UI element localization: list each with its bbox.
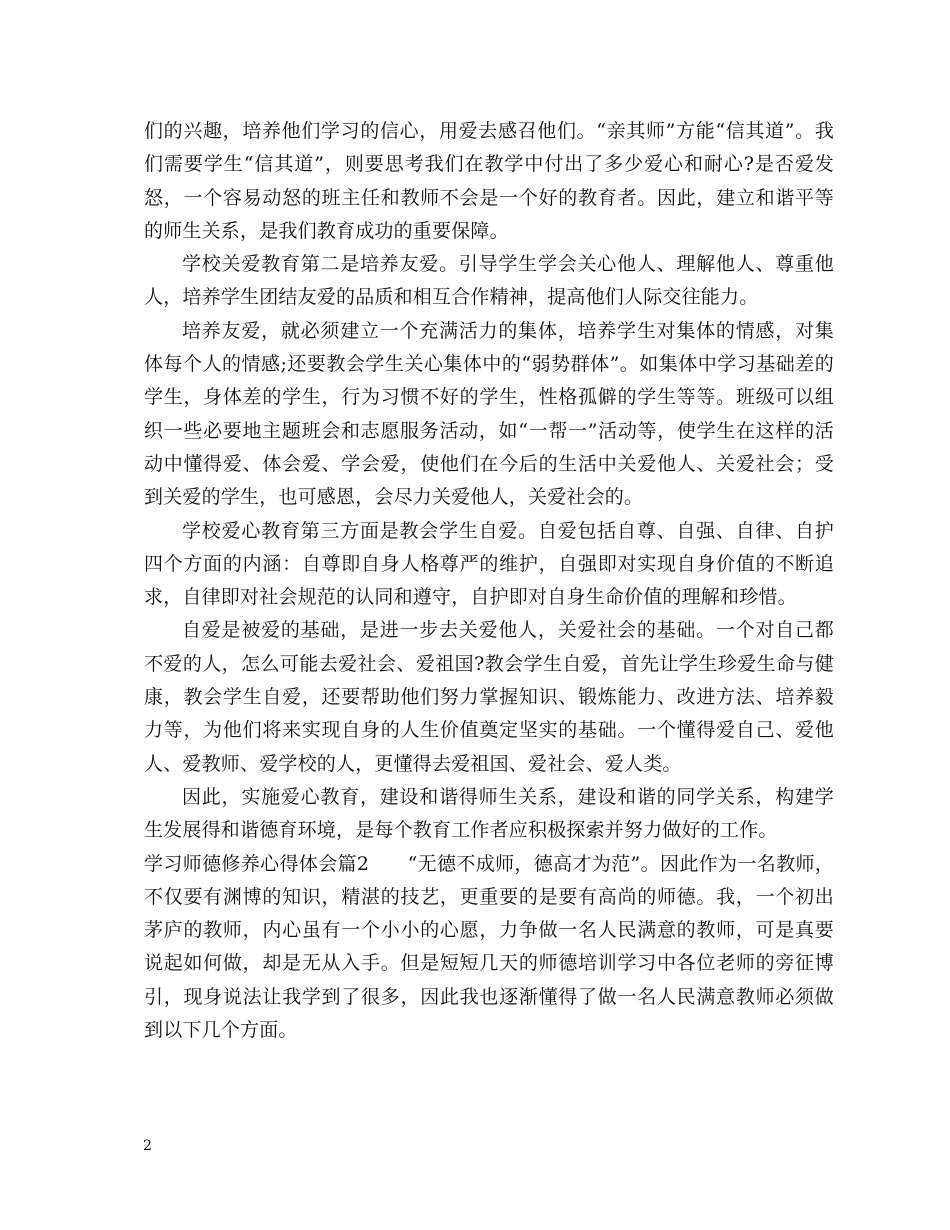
paragraph-1: 们的兴趣，培养他们学习的信心，用爱去感召他们。“亲其师”方能“信其道”。我们需要学生“信其道”，则要思考我们在教学中付出了多少爱心和耐心?是否爱发怒，一个容易动怒的班主任和教师不会是一个好的教育者。因此，建立和谐平等的师生关系，是我们教育成功的重要保障。 bbox=[144, 120, 834, 242]
paragraph-4: 学校爱心教育第三方面是教会学生自爱。自爱包括自尊、自强、自律、自护四个方面的内涵：自尊即自身人格尊严的维护，自强即对实现自身价值的不断追求，自律即对社会规范的认同和遵守，自护即对自身生命价值的理解和珍惜。 bbox=[144, 519, 834, 609]
section-heading: 学习师德修养心得体会篇2 bbox=[144, 852, 370, 875]
section-spacer bbox=[369, 853, 407, 875]
page-number: 2 bbox=[143, 1138, 152, 1154]
paragraph-2: 学校关爱教育第二是培养友爱。引导学生学会关心他人、理解他人、尊重他人，培养学生团结友爱的品质和相互合作精神，提高他们人际交往能力。 bbox=[144, 253, 834, 309]
paragraph-5: 自爱是被爱的基础，是进一步去关爱他人，关爱社会的基础。一个对自己都不爱的人，怎么可能去爱社会、爱祖国?教会学生自爱，首先让学生珍爱生命与健康，教会学生自爱，还要帮助他们努力掌握知识、锻炼能力、改进方法、培养毅力等，为他们将来实现自身的人生价值奠定坚实的基础。一个懂得爱自己、爱他人、爱教师、爱学校的人，更懂得去爱祖国、爱社会、爱人类。 bbox=[144, 619, 834, 775]
section-paragraph bbox=[144, 848, 834, 1048]
body-text bbox=[144, 115, 834, 1047]
paragraph-3: 培养友爱，就必须建立一个充满活力的集体，培养学生对集体的情感，对集体每个人的情感;还要教会学生关心集体中的“弱势群体”。如集体中学习基础差的学生，身体差的学生，行为习惯不好的学生，性格孤僻的学生等等。班级可以组织一些必要地主题班会和志愿服务活动，如“一帮一”活动等，使学生在这样的活动中懂得爱、体会爱、学会爱，使他们在今后的生活中关爱他人、关爱社会；受到关爱的学生，也可感恩，会尽力关爱他人，关爱社会的。 bbox=[144, 319, 834, 509]
paragraph-6: 因此，实施爱心教育，建设和谐得师生关系，建设和谐的同学关系，构建学生发展得和谐德育环境，是每个教育工作者应积极探索并努力做好的工作。 bbox=[144, 785, 834, 842]
section-text: “无德不成师，德高才为范”。因此作为一名教师，不仅要有渊博的知识，精湛的技艺，更重要的是要有高尚的师德。我，一个初出茅庐的教师，内心虽有一个小小的心愿，力争做一名人民满意的教师，可是真要说起如何做，却是无从入手。但是短短几天的师德培训学习中各位老师的旁征博引，现身说法让我学到了很多，因此我也逐渐懂得了做一名人民满意教师必须做到以下几个方面。 bbox=[144, 852, 835, 1042]
